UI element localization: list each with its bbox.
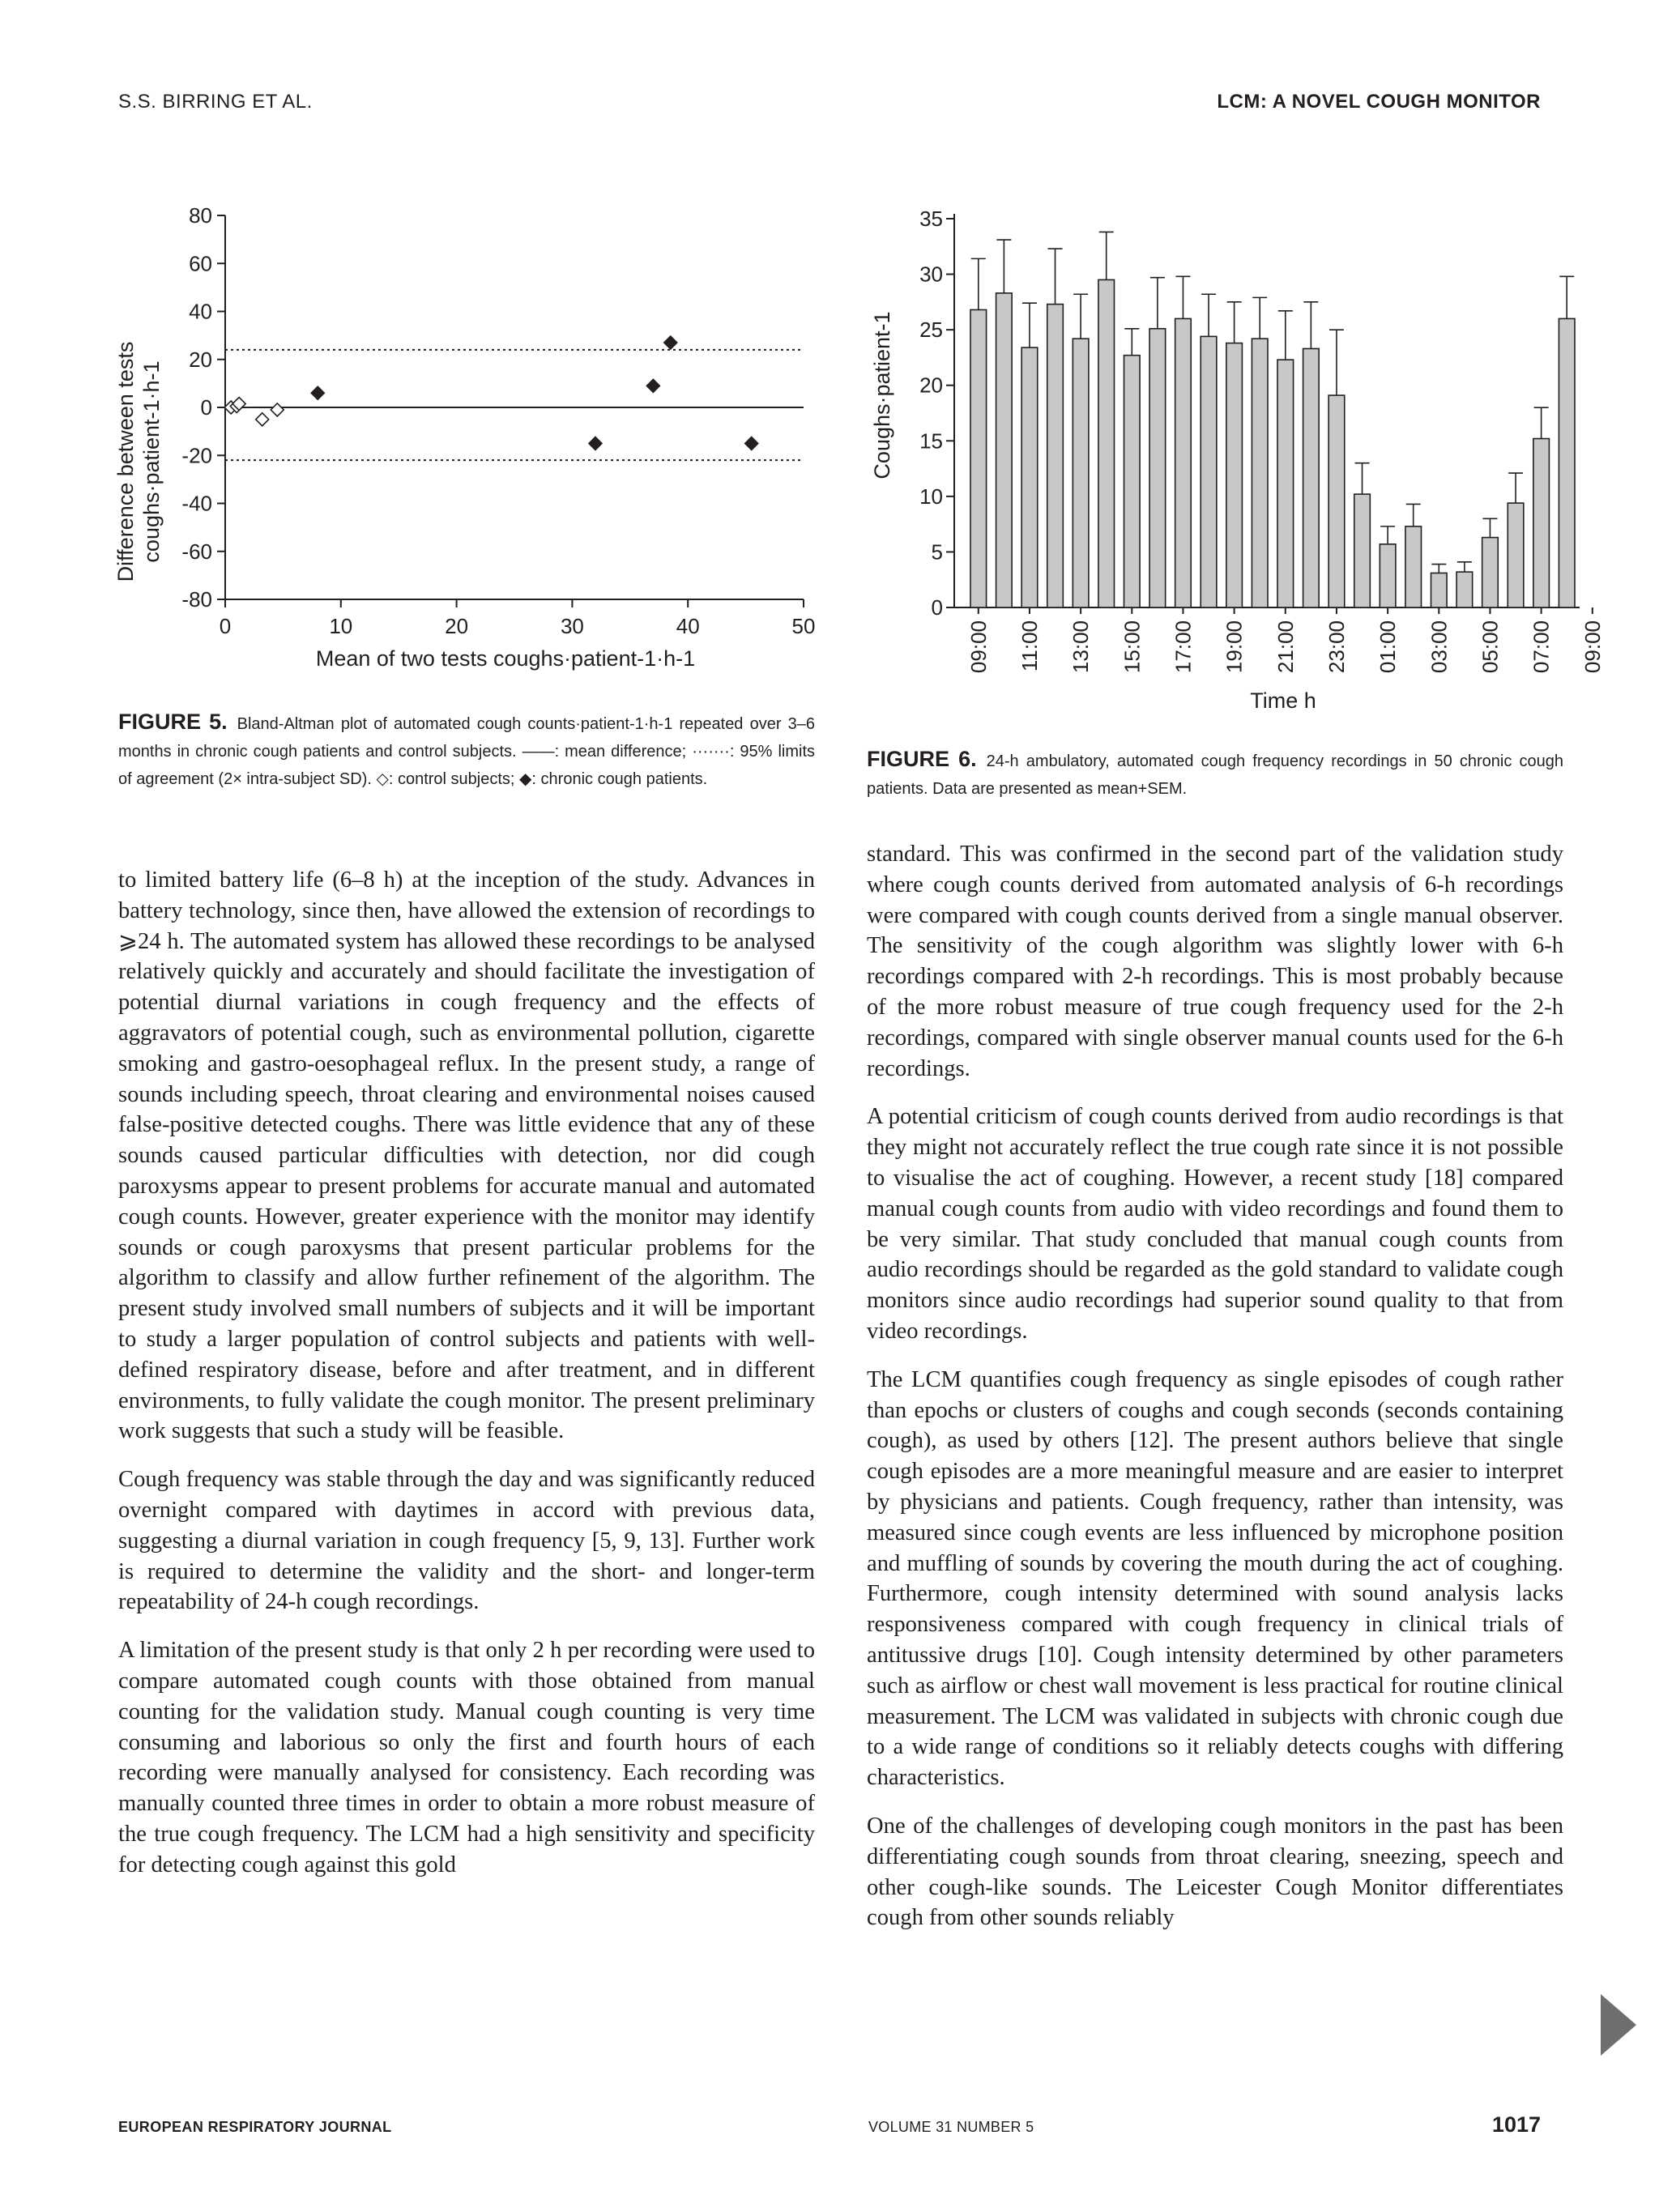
footer-page-number: 1017 xyxy=(1491,2112,1541,2137)
fig6-bar xyxy=(1482,538,1499,607)
figure-6-caption xyxy=(867,745,1563,803)
fig6-x-tick-label: 03:00 xyxy=(1427,620,1452,674)
fig6-y-axis-label: Coughs·patient-1 xyxy=(870,311,894,479)
fig5-y-axis-label-line1: Difference between tests xyxy=(113,341,138,582)
fig6-x-tick-label: 09:00 xyxy=(966,620,991,674)
fig5-y-tick-label: 80 xyxy=(189,203,212,228)
footer-volume: VOLUME 31 NUMBER 5 xyxy=(868,2119,1034,2135)
fig5-y-axis-label-line2: coughs·patient-1·h-1 xyxy=(139,360,164,563)
fig6-x-axis-label: Time h xyxy=(1250,688,1316,713)
fig5-y-tick-label: 60 xyxy=(189,251,212,276)
fig6-x-tick-label: 09:00 xyxy=(1580,620,1605,674)
figure-5-label: FIGURE 5. xyxy=(118,710,228,734)
fig6-x-tick-label: 07:00 xyxy=(1529,620,1554,674)
fig5-y-tick-label: -60 xyxy=(181,539,212,564)
fig5-y-tick-label: 40 xyxy=(189,299,212,324)
fig5-control-point xyxy=(271,403,284,416)
cough-frequency-bar-chart xyxy=(867,194,1605,729)
fig6-bar xyxy=(1124,356,1141,607)
fig6-x-tick-label: 11:00 xyxy=(1017,620,1042,672)
figure-5-caption-text: Bland-Altman plot of automated cough counts·patient-1·h-1 repeated over 3–6 months in chronic cough patients and control subjects. ——: mean difference; ·······: 95% limits of agreement (2× intra-subject SD). ◇: control subjects; ◆: chronic cough patients. xyxy=(118,715,816,788)
fig6-bar xyxy=(970,309,987,607)
fig6-bar xyxy=(1277,360,1294,607)
fig6-x-tick-label: 17:00 xyxy=(1171,620,1196,674)
paragraph: One of the challenges of developing cough monitors in the past has been differentiating cough sounds from throat clearing, sneezing, speech and other cough-like sounds. The Leicester Cough Monitor differentiates cough from other sounds reliably xyxy=(867,1813,1563,1931)
fig6-bar xyxy=(1354,494,1371,607)
fig6-x-tick-label: 05:00 xyxy=(1478,620,1503,674)
fig5-control-point xyxy=(256,413,269,426)
fig6-y-tick-label: 30 xyxy=(919,262,943,287)
fig6-y-tick-label: 0 xyxy=(931,595,943,620)
fig5-x-axis-label: Mean of two tests coughs·patient-1·h-1 xyxy=(315,646,696,671)
bland-altman-chart xyxy=(113,194,826,713)
fig6-bar xyxy=(1226,343,1243,607)
fig6-x-tick-label: 15:00 xyxy=(1120,620,1145,674)
next-page-arrow-icon[interactable] xyxy=(1601,1994,1636,2056)
fig6-y-tick-label: 25 xyxy=(919,318,943,343)
paragraph: A potential criticism of cough counts derived from audio recordings is that they might not accurately reflect the true cough rate since it is not possible to visualise the act of coughing. However, a recent study [18] compared manual cough counts from audio with video recordings and found them to be very similar. That study concluded that manual cough counts from audio recordings should be regarded as the gold standard to validate cough monitors since audio recordings had superior sound quality to that from video recordings. xyxy=(867,1104,1563,1344)
fig5-x-tick-label: 20 xyxy=(445,614,469,638)
fig5-x-tick-label: 0 xyxy=(219,614,232,638)
fig6-bar xyxy=(1073,339,1089,607)
fig5-patient-point xyxy=(664,336,677,349)
fig6-x-tick-label: 21:00 xyxy=(1273,620,1298,674)
fig6-bar xyxy=(1047,305,1064,607)
fig5-y-tick-label: 20 xyxy=(189,347,212,372)
running-header-title: LCM: A NOVEL COUGH MONITOR xyxy=(1217,91,1541,113)
fig6-bar xyxy=(1252,339,1268,607)
figure-5 xyxy=(113,194,826,713)
fig6-y-tick-label: 10 xyxy=(919,484,943,509)
fig6-bar xyxy=(1380,544,1396,607)
fig6-bar xyxy=(1456,572,1473,607)
paragraph: A limitation of the present study is that only 2 h per recording were used to compare automated cough counts with those obtained from manual counting for the validation study. Manual cough counting is very time consuming and laborious so only the first and fourth hours of each recording were manually analysed for consistency. Each recording was manually counted three times in order to obtain a more robust measure of the true cough frequency. The LCM had a high sensitivity and specificity for detecting cough against this gold xyxy=(118,1638,815,1877)
fig6-bar xyxy=(1021,347,1038,607)
fig6-bar xyxy=(1559,318,1575,607)
body-column-left xyxy=(118,865,815,1899)
fig6-bar xyxy=(1508,503,1524,607)
figure-5-caption xyxy=(118,708,815,793)
figure-6 xyxy=(867,194,1605,729)
fig6-y-tick-label: 35 xyxy=(919,207,943,231)
fig5-x-tick-label: 40 xyxy=(676,614,700,638)
paragraph: Cough frequency was stable through the day and was significantly reduced overnight compared with daytimes in accord with previous data, suggesting a diurnal variation in cough frequency [5, 9, 13]. Further work is required to determine the validity and the short- and longer-term repeatability of 24-h cough recordings. xyxy=(118,1467,815,1615)
fig6-bar xyxy=(1328,395,1345,607)
fig6-bar xyxy=(1533,439,1550,607)
fig5-patient-point xyxy=(745,437,758,450)
fig5-patient-point xyxy=(589,437,602,450)
fig5-y-tick-label: 0 xyxy=(200,395,212,420)
figure-6-label: FIGURE 6. xyxy=(867,747,977,771)
fig5-patient-point xyxy=(646,379,659,392)
fig5-y-tick-label: -80 xyxy=(181,587,212,612)
figure-6-caption-text: 24-h ambulatory, automated cough frequency recordings in 50 chronic cough patients. Data are presented as mean+SEM. xyxy=(867,752,1563,798)
fig5-x-tick-label: 10 xyxy=(329,614,353,638)
running-header-authors: S.S. BIRRING ET AL. xyxy=(118,91,313,113)
fig5-x-tick-label: 50 xyxy=(791,614,816,638)
fig6-bar xyxy=(1201,336,1217,607)
fig6-bar xyxy=(996,293,1013,607)
fig5-y-tick-label: -20 xyxy=(181,443,212,468)
fig6-bar xyxy=(1149,329,1166,607)
paragraph: to limited battery life (6–8 h) at the inception of the study. Advances in battery technology, since then, have allowed the extension of recordings to ⩾24 h. The automated system has allowed these recordings to be analysed relatively quickly and accurately and should facilitate the investigation of potential diurnal variations in cough frequency and the effects of aggravators of potential cough, such as environmental pollution, cigarette smoking and gastro-oesophageal reflux. In the present study, a range of sounds including speech, throat clearing and environmental noises caused false-positive detected coughs. There was little evidence that any of these sounds caused particular difficulties with detection, nor did cough paroxysms appear to present problems for accurate manual and automated cough counts. However, greater experience with the monitor may identify sounds or cough paroxysms that present particular problems for the algorithm to classify and allow further refinement of the algorithm. The present study involved small numbers of subjects and it will be important to study a larger population of control subjects and patients with well-defined respiratory disease, before and after treatment, and in different environments, to fully validate the cough monitor. The present preliminary work suggests that such a study will be feasible. xyxy=(118,867,815,1444)
paragraph: standard. This was confirmed in the second part of the validation study where cough counts derived from automated analysis of 6-h recordings were compared with cough counts derived from a single manual observer. The sensitivity of the cough algorithm was slightly lower with 6-h recordings compared with 2-h recordings. This is most probably because of the more robust measure of true cough frequency used for the 2-h recordings, compared with single observer manual counts used for the 6-h recordings. xyxy=(867,842,1563,1081)
fig6-y-tick-label: 5 xyxy=(931,539,943,565)
fig5-y-tick-label: -40 xyxy=(181,491,212,516)
footer-journal: EUROPEAN RESPIRATORY JOURNAL xyxy=(118,2119,392,2135)
fig5-patient-point xyxy=(311,386,324,399)
fig6-y-tick-label: 20 xyxy=(919,373,943,398)
fig6-x-tick-label: 01:00 xyxy=(1375,620,1401,674)
fig6-x-tick-label: 23:00 xyxy=(1324,620,1349,674)
fig6-y-tick-label: 15 xyxy=(919,428,943,454)
fig5-x-tick-label: 30 xyxy=(560,614,584,638)
fig6-bar xyxy=(1405,526,1422,607)
fig6-bar xyxy=(1175,318,1192,607)
fig6-x-tick-label: 19:00 xyxy=(1222,620,1247,674)
fig6-bar xyxy=(1303,348,1320,607)
paragraph: The LCM quantifies cough frequency as single episodes of cough rather than epochs or clusters of coughs and cough seconds (seconds containing cough), as used by others [12]. The present authors believe that single cough episodes are a more meaningful measure and are easier to interpret by physicians and patients. Cough frequency, rather than intensity, was measured since cough events are less influenced by microphone position and muffling of sounds by covering the mouth during the act of coughing. Furthermore, cough intensity determined with sound analysis lacks responsiveness compared with cough frequency in clinical trials of antitussive drugs [10]. Cough intensity determined by other parameters such as airflow or chest wall movement is less practical for routine clinical measurement. The LCM was validated in subjects with chronic cough due to a wide range of conditions so it reliably detects coughs with differing characteristics. xyxy=(867,1366,1563,1791)
fig6-x-tick-label: 13:00 xyxy=(1068,620,1094,674)
fig6-bar xyxy=(1098,279,1115,607)
body-column-right xyxy=(867,839,1563,1951)
fig6-bar xyxy=(1431,573,1448,607)
